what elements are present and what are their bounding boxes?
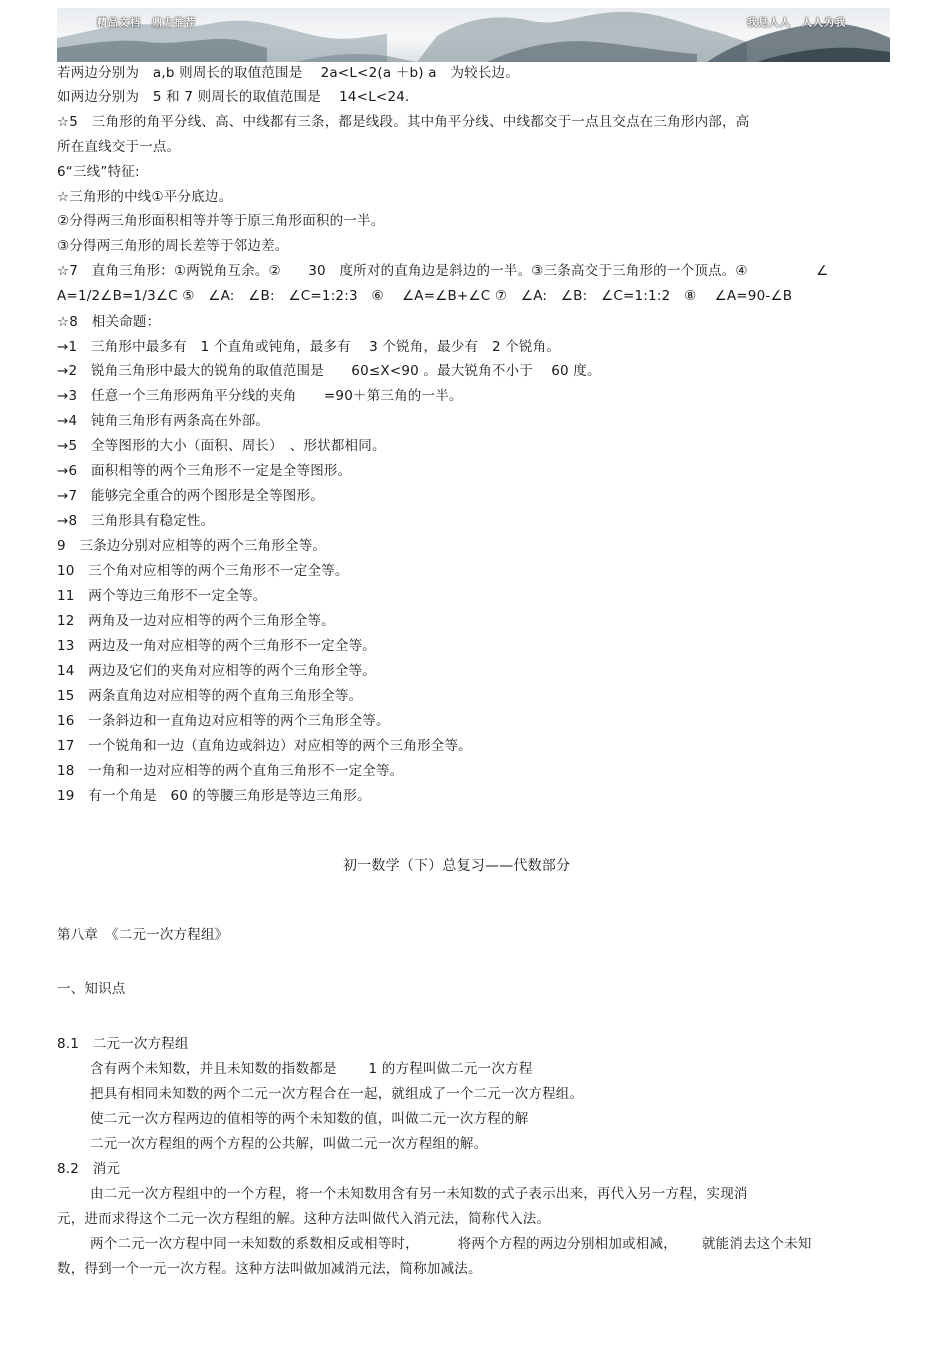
paragraph: 含有两个未知数，并且未知数的指数都是 1 的方程叫做二元一次方程 <box>90 1061 533 1077</box>
text-line: ③分得两三角形的周长差等于邻边差。 <box>57 238 289 254</box>
banner-right-text: 我是人人 人人为我 <box>747 18 846 29</box>
text-line: 12 两角及一边对应相等的两个三角形全等。 <box>57 613 335 629</box>
text-line: ☆8 相关命题： <box>57 314 161 330</box>
banner-left-text: 精品文档 鼎力推荐 <box>97 18 196 29</box>
text-line: 10 三个角对应相等的两个三角形不一定全等。 <box>57 563 349 579</box>
text-line: →2 锐角三角形中最大的锐角的取值范围是 60≤X<90 。最大锐角不小于 60 度。 <box>57 363 601 379</box>
text-line: →3 任意一个三角形两角平分线的夹角 =90＋第三角的一半。 <box>57 388 463 404</box>
text-line: →7 能够完全重合的两个图形是全等图形。 <box>57 488 324 504</box>
knowledge-heading: 一、知识点 <box>57 981 126 997</box>
text-line: 6“三线”特征: <box>57 164 140 180</box>
text-line: 若两边分别为 a,b 则周长的取值范围是 2a<L<2(a ＋b) a 为较长边。 <box>57 65 519 81</box>
text-line: 13 两边及一角对应相等的两个三角形不一定全等。 <box>57 638 376 654</box>
text-line: 15 两条直角边对应相等的两个直角三角形全等。 <box>57 688 363 704</box>
text-line: →5 全等图形的大小（面积、周长） 、形状都相同。 <box>57 438 386 454</box>
header-banner <box>57 8 890 62</box>
paragraph: 两个二元一次方程中同一未知数的系数相反或相等时， 将两个方程的两边分别相加或相减， 就能消去这个未知 <box>90 1236 812 1252</box>
section-8-1-heading: 8.1 二元一次方程组 <box>57 1036 189 1052</box>
paragraph-continuation: 数，得到一个一元一次方程。这种方法叫做加减消元法，简称加减法。 <box>57 1261 482 1277</box>
section-title: 初一数学（下）总复习——代数部分 <box>343 858 571 874</box>
text-line: 如两边分别为 5 和 7 则周长的取值范围是 14<L<24. <box>57 89 410 105</box>
text-line: →6 面积相等的两个三角形不一定是全等图形。 <box>57 463 352 479</box>
text-line: ☆5 三角形的角平分线、高、中线都有三条，都是线段。其中角平分线、中线都交于一点且交点在三角形内部，高 <box>57 114 750 130</box>
text-line: ☆三角形的中线①平分底边。 <box>57 189 233 205</box>
text-line: ☆7 直角三角形：①两锐角互余。② 30 度所对的直角边是斜边的一半。③三条高交于三角形的一个顶点。④ ∠ <box>57 263 829 279</box>
text-line: →8 三角形具有稳定性。 <box>57 513 215 529</box>
text-line: 11 两个等边三角形不一定全等。 <box>57 588 267 604</box>
paragraph: 使二元一次方程两边的值相等的两个未知数的值，叫做二元一次方程的解 <box>90 1111 529 1127</box>
text-line: 17 一个锐角和一边（直角边或斜边）对应相等的两个三角形全等。 <box>57 738 472 754</box>
paragraph: 把具有相同未知数的两个二元一次方程合在一起，就组成了一个二元一次方程组。 <box>90 1086 584 1102</box>
text-line: ②分得两三角形面积相等并等于原三角形面积的一半。 <box>57 213 385 229</box>
text-line: A=1/2∠B=1/3∠C ⑤ ∠A: ∠B: ∠C=1:2:3 ⑥ ∠A=∠B+∠C ⑦ ∠A: ∠B: ∠C=1:1:2 ⑧ ∠A=90-∠B <box>57 288 793 304</box>
text-line: 18 一角和一边对应相等的两个直角三角形不一定全等。 <box>57 763 404 779</box>
text-line: 9 三条边分别对应相等的两个三角形全等。 <box>57 538 327 554</box>
paragraph-continuation: 元，进而求得这个二元一次方程组的解。这种方法叫做代入消元法，简称代入法。 <box>57 1211 551 1227</box>
text-line: 14 两边及它们的夹角对应相等的两个三角形全等。 <box>57 663 376 679</box>
text-line: 所在直线交于一点。 <box>57 139 181 155</box>
text-line: →1 三角形中最多有 1 个直角或钝角，最多有 3 个锐角，最少有 2 个锐角。 <box>57 339 561 355</box>
paragraph: 二元一次方程组的两个方程的公共解，叫做二元一次方程组的解。 <box>90 1136 488 1152</box>
text-line: 16 一条斜边和一直角边对应相等的两个三角形全等。 <box>57 713 390 729</box>
text-line: 19 有一个角是 60 的等腰三角形是等边三角形。 <box>57 788 371 804</box>
section-8-2-heading: 8.2 消元 <box>57 1161 121 1177</box>
chapter-heading: 第八章 《二元一次方程组》 <box>57 927 229 943</box>
paragraph: 由二元一次方程组中的一个方程，将一个未知数用含有另一未知数的式子表示出来，再代入另一方程，实现消 <box>90 1186 748 1202</box>
text-line: →4 钝角三角形有两条高在外部。 <box>57 413 270 429</box>
